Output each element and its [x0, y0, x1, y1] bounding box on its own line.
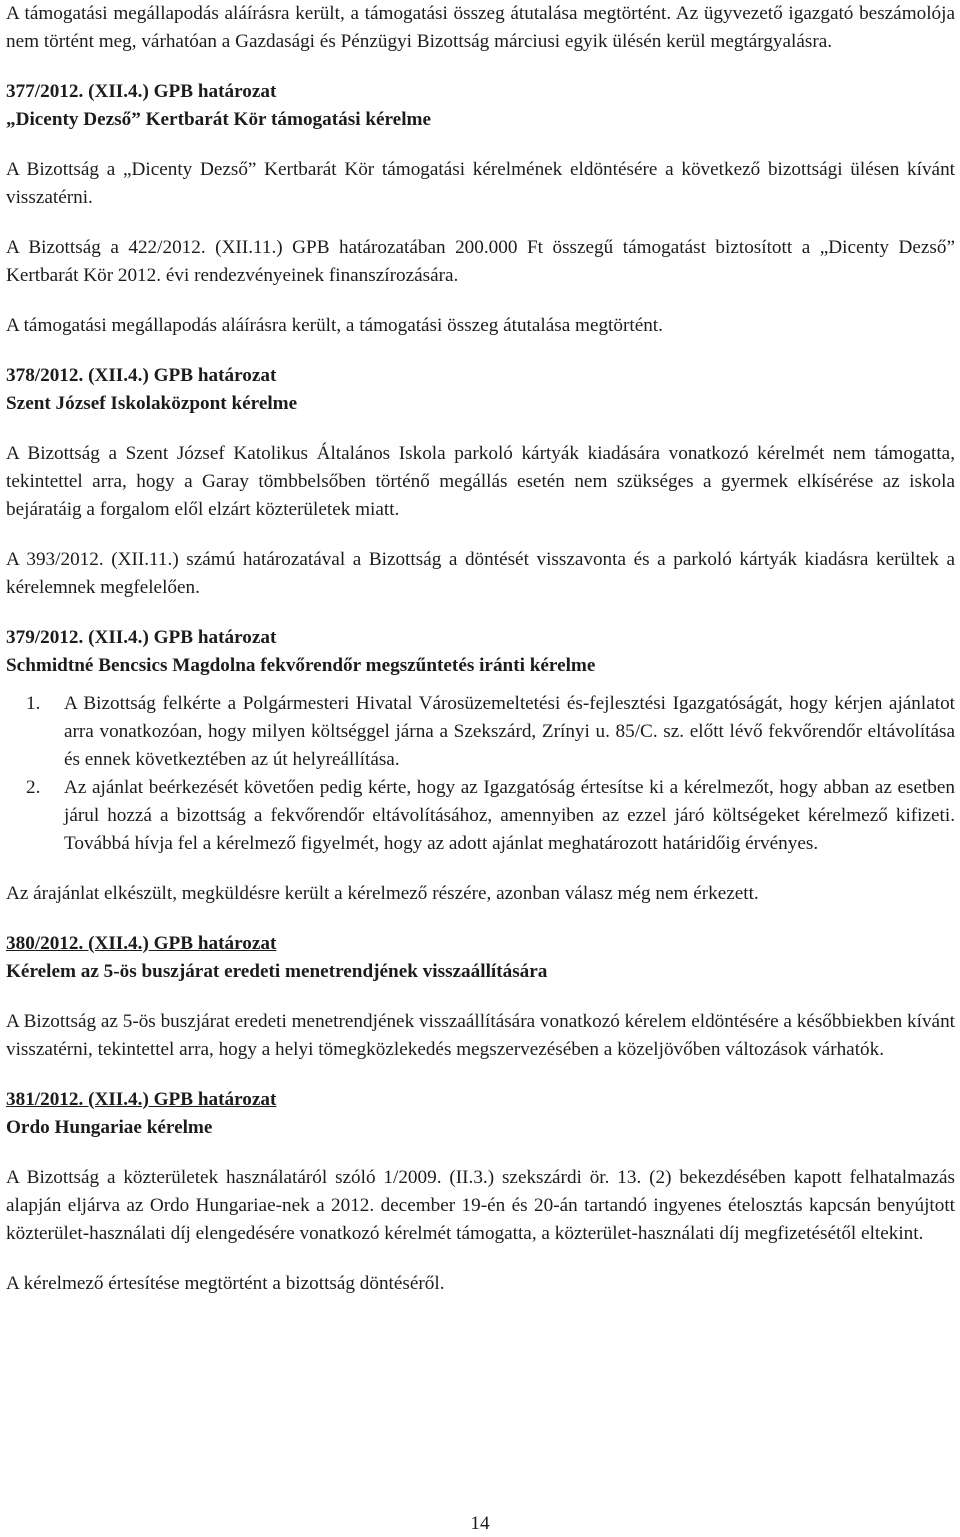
- resolution-number: 377/2012. (XII.4.) GPB határozat: [6, 81, 277, 102]
- paragraph: A Bizottság az 5-ös buszjárat eredeti menetrendjének visszaállítására vonatkozó kérelem eldöntésére a későbbiekben kívánt visszatérni, tekintettel arra, hogy a helyi tömegközlekedés megszervezésében a közeljövőben változások várhatók.: [6, 1011, 955, 1060]
- list-item-text: A Bizottság felkérte a Polgármesteri Hivatal Városüzemeltetési és-fejlesztési Igazgatóságát, hogy kérjen ajánlatot arra vonatkozóan, hogy milyen költséggel járna a Szekszárd, Zrínyi u. 85/C. sz. előtt lévő fekvőrendőr eltávolítása és ennek következtében az út helyreállítása.: [64, 693, 955, 770]
- resolution-title: Ordo Hungariae kérelme: [6, 1117, 213, 1138]
- list-item-number: 1.: [26, 693, 41, 714]
- list-item: [6, 774, 955, 858]
- paragraph: Az árajánlat elkészült, megküldésre került a kérelmező részére, azonban válasz még nem érkezett.: [6, 883, 759, 904]
- paragraph: A Bizottság a közterületek használatáról szóló 1/2009. (II.3.) szekszárdi ör. 13. (2) bekezdésében kapott felhatalmazás alapján eljárva az Ordo Hungariae-nek a 2012. december 19-én és 20-án tartandó ingyenes ételosztás kapcsán benyújtott közterület-használati díj elengedésére vonatkozó kérelmét támogatta, a közterület-használati díj megfizetésétől eltekint.: [6, 1167, 955, 1244]
- paragraph: A 393/2012. (XII.11.) számú határozatával a Bizottság a döntését visszavonta és a parkoló kártyák kiadásra kerültek a kérelemnek megfelelően.: [6, 549, 955, 598]
- paragraph: A Bizottság a „Dicenty Dezső” Kertbarát Kör támogatási kérelmének eldöntésére a következő bizottsági ülésen kívánt visszatérni.: [6, 159, 955, 208]
- list-item-number: 2.: [26, 777, 41, 798]
- list-item: [6, 690, 955, 774]
- resolution-title: Szent József Iskolaközpont kérelme: [6, 393, 298, 414]
- list-item-text: Az ajánlat beérkezését követően pedig kérte, hogy az Igazgatóság értesítse ki a kérelmezőt, hogy abban az esetben járul hozzá a bizottság a fekvőrendőr eltávolításához, amennyiben az ezzel járó költségeket kérelmező kifizeti. Továbbá hívja fel a kérelmező figyelmét, hogy az adott ajánlat meghatározott határidőig érvényes.: [64, 777, 955, 854]
- resolution-number: 381/2012. (XII.4.) GPB határozat: [6, 1089, 277, 1110]
- numbered-list: [6, 690, 955, 858]
- resolution-number: 378/2012. (XII.4.) GPB határozat: [6, 365, 277, 386]
- resolution-381: [6, 1086, 955, 1298]
- resolution-number: 380/2012. (XII.4.) GPB határozat: [6, 933, 277, 954]
- paragraph: A Bizottság a Szent József Katolikus Általános Iskola parkoló kártyák kiadására vonatkozó kérelmét nem támogatta, tekintettel arra, hogy a Garay tömbbelsőben történő megállás esetén nem szükséges a gyermek elkísérése az iskola bejáratáig a forgalom elől elzárt közterületek miatt.: [6, 443, 955, 520]
- resolution-title: Kérelem az 5-ös buszjárat eredeti menetrendjének visszaállítására: [6, 961, 548, 982]
- resolution-number: 379/2012. (XII.4.) GPB határozat: [6, 627, 277, 648]
- resolution-title: „Dicenty Dezső” Kertbarát Kör támogatási kérelme: [6, 109, 432, 130]
- paragraph: A támogatási megállapodás aláírásra került, a támogatási összeg átutalása megtörtént.: [6, 315, 663, 336]
- document-page: [6, 0, 955, 1298]
- intro-paragraph: A támogatási megállapodás aláírásra került, a támogatási összeg átutalása megtörtént. Az ügyvezető igazgató beszámolója nem történt meg, várhatóan a Gazdasági és Pénzügyi Bizottság márciusi egyik ülésén kerül megtárgyalásra.: [6, 3, 955, 52]
- paragraph: A kérelmező értesítése megtörtént a bizottság döntéséről.: [6, 1273, 445, 1294]
- page-number: 14: [470, 1513, 490, 1534]
- resolution-title: Schmidtné Bencsics Magdolna fekvőrendőr megszűntetés iránti kérelme: [6, 655, 596, 676]
- resolution-379: [6, 624, 955, 908]
- resolution-378: [6, 362, 955, 602]
- resolution-377: [6, 78, 955, 340]
- paragraph: A Bizottság a 422/2012. (XII.11.) GPB határozatában 200.000 Ft összegű támogatást biztosított a „Dicenty Dezső” Kertbarát Kör 2012. évi rendezvényeinek finanszírozására.: [6, 237, 955, 286]
- resolution-380: [6, 930, 955, 1064]
